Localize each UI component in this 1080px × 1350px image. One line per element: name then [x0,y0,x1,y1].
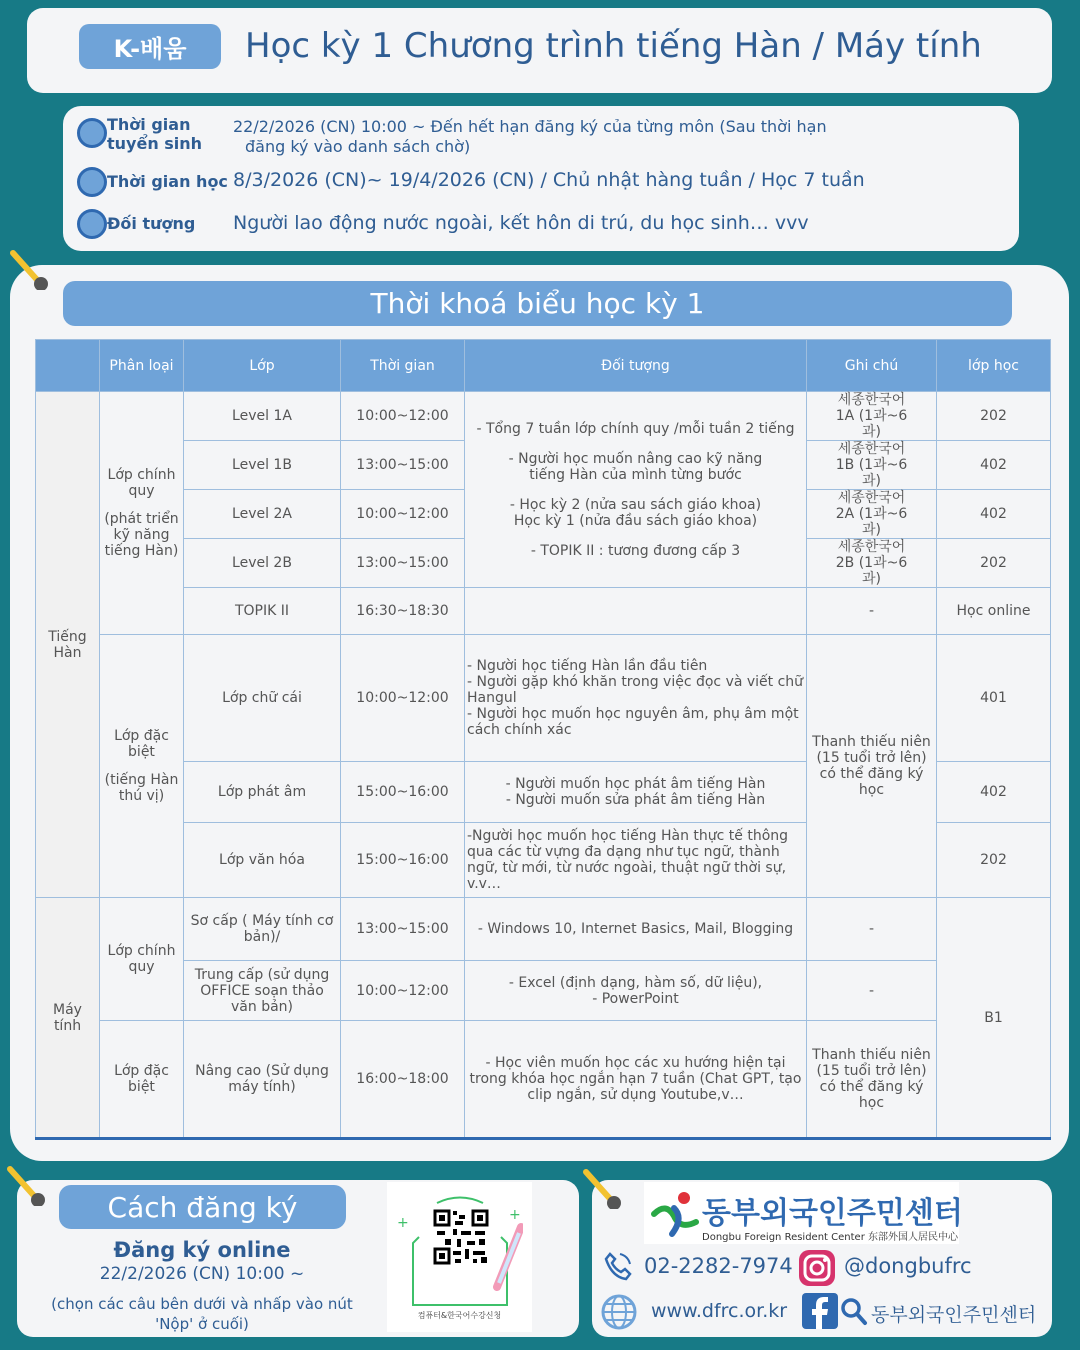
class-cell: Lớp phát âm [184,762,341,823]
room-cell: B1 [937,898,1051,1139]
note-cell: 세종한국어 2A (1과~6과) [807,490,937,539]
target-cell-regular: - Tổng 7 tuần lớp chính quy /mỗi tuần 2 tiếng - Người học muốn nâng cao kỹ năng tiếng Hàn của mình từng bước - Học kỳ 2 (nửa sau sách giáo khoa) Học kỳ 1 (nửa đầu sách giáo khoa) - TOPIK II : tương đương cấp 3 [465,392,807,588]
time-cell: 10:00~12:00 [341,635,465,762]
header-room: lớp học [937,340,1051,392]
room-cell: 202 [937,539,1051,588]
program-badge: K-배움 [79,24,221,69]
facebook-page[interactable]: 동부외국인주민센터 [871,1304,1037,1326]
target-cell: - Người học tiếng Hàn lần đầu tiên - Người gặp khó khăn trong việc đọc và viết chữ Hangul - Người học muốn học nguyên âm, phụ âm một cách chính xác [465,635,807,762]
org-logo [644,1182,963,1244]
table-row [36,635,1051,762]
phone-icon [602,1250,634,1282]
room-cell: Học online [937,588,1051,635]
time-cell: 15:00~16:00 [341,823,465,898]
category-regular: Lớp chính quy [100,898,184,1021]
qr-caption: 컴퓨터&한국어수강신청 [417,1311,502,1320]
table-row [36,392,1051,441]
org-logo-icon [650,1190,700,1238]
header-cell [36,340,100,392]
header-category: Phân loại [100,340,184,392]
registration-method: Đăng ký online [113,1238,291,1262]
qr-panel[interactable] [387,1182,532,1332]
room-cell: 202 [937,392,1051,441]
phone-number[interactable]: 02-2282-7974 [644,1254,793,1278]
contact-card [592,1180,1052,1337]
info-row-target [77,209,107,239]
category-special: Lớp đặc biệt (tiếng Hàn thú vị) [100,635,184,898]
room-cell: 402 [937,441,1051,490]
category-special: Lớp đặc biệt [100,1021,184,1139]
target-cell: - Excel (định dạng, hàm số, dữ liệu), - PowerPoint [465,961,807,1021]
note-cell: 세종한국어 2B (1과~6과) [807,539,937,588]
registration-date: 22/2/2026 (CN) 10:00 ~ [99,1264,305,1284]
info-card [63,106,1019,251]
target-cell: - Học viên muốn học các xu hướng hiện tại trong khóa học ngắn hạn 7 tuần (Chat GPT, tạo clip ngắn, sử dụng Youtube,v… [465,1021,807,1139]
header-target: Đối tượng [465,340,807,392]
registration-title: Cách đăng ký [59,1185,346,1229]
pin-icon [4,1164,46,1206]
class-cell: Level 1A [184,392,341,441]
info-label: Thời gian tuyển sinh [107,115,203,153]
table-row [36,898,1051,961]
room-cell: 401 [937,635,1051,762]
class-cell: TOPIK II [184,588,341,635]
bullet-icon [77,209,107,239]
target-cell: - Người muốn học phát âm tiếng Hàn - Người muốn sửa phát âm tiếng Hàn [465,762,807,823]
info-value: 22/2/2026 (CN) 10:00 ~ Đến hết hạn đăng ký của từng môn (Sau thời hạn [233,117,827,136]
registration-card [17,1180,579,1337]
room-cell: 402 [937,762,1051,823]
target-cell: -Người học muốn học tiếng Hàn thực tế thông qua các từ vựng đa dạng như tục ngữ, thành ngữ, từ mới, từ nước ngoài, thuật ngữ thời sự, v.v… [465,823,807,898]
header-class: Lớp [184,340,341,392]
time-cell: 13:00~15:00 [341,539,465,588]
svg-text:+: + [397,1215,409,1231]
title-card [27,8,1052,93]
org-name: 동부외국인주민센터 [702,1196,963,1231]
room-cell: 202 [937,823,1051,898]
class-cell: Nâng cao (Sử dụng máy tính) [184,1021,341,1139]
schedule-title: Thời khoá biểu học kỳ 1 [63,281,1012,326]
facebook-icon [802,1293,838,1329]
schedule-table [35,339,1051,1140]
target-cell: - Windows 10, Internet Basics, Mail, Blogging [465,898,807,961]
instagram-handle[interactable]: @dongbufrc [844,1254,972,1278]
class-cell: Sơ cấp ( Máy tính cơ bản)/ [184,898,341,961]
class-cell: Trung cấp (sử dụng OFFICE soạn thảo văn bản) [184,961,341,1021]
page-title: Học kỳ 1 Chương trình tiếng Hàn / Máy tính [245,26,982,66]
instagram-icon [798,1249,836,1287]
registration-instruction: (chọn các câu bên dưới và nhấp vào nút 'Nộp' ở cuối) [51,1295,353,1333]
class-cell: Level 2A [184,490,341,539]
room-cell: 402 [937,490,1051,539]
info-value-cont: đăng ký vào danh sách chờ) [245,137,471,156]
time-cell: 13:00~15:00 [341,441,465,490]
class-cell: Level 1B [184,441,341,490]
website-link[interactable]: www.dfrc.or.kr [651,1300,788,1322]
subject-korean: Tiếng Hàn [36,392,100,898]
note-cell: - [807,898,937,961]
time-cell: 15:00~16:00 [341,762,465,823]
note-cell: 세종한국어 1B (1과~6과) [807,441,937,490]
note-cell: - [807,588,937,635]
note-cell: Thanh thiếu niên (15 tuổi trở lên) có thể đăng ký học [807,1021,937,1139]
time-cell: 10:00~12:00 [341,392,465,441]
info-value: Người lao động nước ngoài, kết hôn di trú, du học sinh… vvv [233,212,809,234]
note-cell: 세종한국어 1A (1과~6과) [807,392,937,441]
subject-computer: Máy tính [36,898,100,1139]
time-cell: 16:30~18:30 [341,588,465,635]
globe-icon [600,1293,638,1331]
qr-code-icon [397,1187,523,1312]
class-cell: Level 2B [184,539,341,588]
pin-icon [7,248,49,290]
info-label: Đối tượng [107,214,196,233]
bullet-icon [77,167,107,197]
table-row [36,588,1051,635]
table-row [36,961,1051,1021]
search-icon [840,1297,868,1327]
table-row [36,1021,1051,1139]
time-cell: 16:00~18:00 [341,1021,465,1139]
note-cell: Thanh thiếu niên (15 tuổi trở lên) có thể đăng ký học [807,635,937,898]
org-subtitle: Dongbu Foreign Resident Center 东部外国人居民中心 [702,1232,958,1243]
pin-icon [580,1167,622,1209]
info-row-recruitment [77,118,107,148]
target-cell [465,588,807,635]
svg-text:+: + [509,1207,521,1223]
bullet-icon [77,118,107,148]
class-cell: Lớp chữ cái [184,635,341,762]
info-label: Thời gian học [107,172,228,191]
note-cell: - [807,961,937,1021]
time-cell: 13:00~15:00 [341,898,465,961]
table-header-row [36,340,1051,392]
info-value: 8/3/2026 (CN)~ 19/4/2026 (CN) / Chủ nhật hàng tuần / Học 7 tuần [233,169,865,191]
time-cell: 10:00~12:00 [341,490,465,539]
info-row-study-time [77,167,107,197]
category-regular: Lớp chính quy (phát triển kỹ năng tiếng Hàn) [100,392,184,635]
class-cell: Lớp văn hóa [184,823,341,898]
header-note: Ghi chú [807,340,937,392]
time-cell: 10:00~12:00 [341,961,465,1021]
header-time: Thời gian [341,340,465,392]
